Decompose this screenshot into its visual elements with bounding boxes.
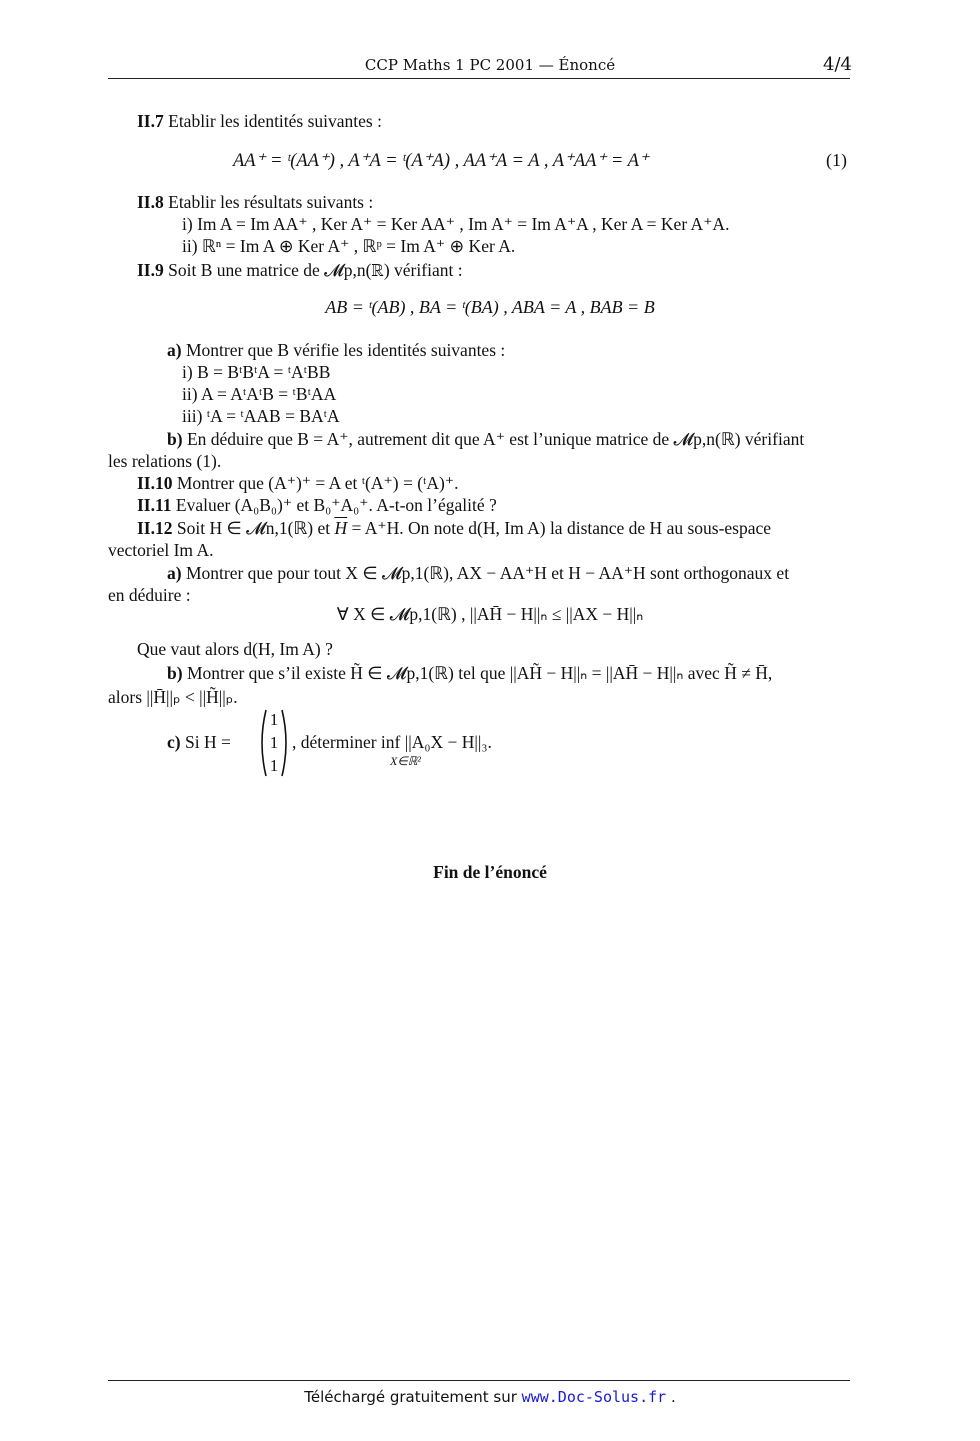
h-bar-symbol: $\overline{H}$ (334, 518, 348, 538)
question-text: Evaluer (A₀B₀)⁺ et B₀⁺A₀⁺. A-t-on l’égalité ? (171, 495, 497, 515)
question-label: II.8 (137, 192, 164, 212)
footer-rule (108, 1380, 850, 1381)
question-label: II.10 (137, 473, 173, 493)
part-12b (167, 662, 772, 684)
question-ii8 (137, 191, 373, 213)
part-label: c) (167, 732, 181, 752)
question-label: II.9 (137, 260, 164, 280)
footer (0, 1388, 980, 1406)
header-title: CCP Maths 1 PC 2001 — Énoncé (364, 56, 616, 74)
footer-tail: . (666, 1388, 676, 1406)
part-12a-continued: en déduire : (108, 585, 191, 605)
question-text: Soit H ∈ 𝓜n,1(ℝ) et (172, 518, 335, 538)
header-rule (108, 78, 850, 79)
equation-2: AB = ᵗ(AB) , BA = ᵗ(BA) , ABA = A , BAB = B (325, 297, 655, 317)
equation-3: ∀ X ∈ 𝓜p,1(ℝ) , ||AH̄ − H||ₙ ≤ ||AX − H||ₙ (336, 604, 644, 624)
question-ii12-continued: vectoriel Im A. (108, 540, 214, 560)
part-text: Montrer que pour tout X ∈ 𝓜p,1(ℝ), AX − AA⁺H et H − AA⁺H sont orthogonaux et (181, 563, 790, 583)
equation-number: (1) (826, 150, 847, 170)
column-vector (258, 708, 290, 778)
question-ii10 (137, 472, 458, 494)
part-12b-continued: alors ||H̄||ₚ < ||H̃||ₚ. (108, 687, 238, 707)
question-text: Montrer que (A⁺)⁺ = A et ᵗ(A⁺) = (ᵗA)⁺. (172, 473, 459, 493)
question-label: II.12 (137, 518, 173, 538)
matrix-entry: 1 (269, 733, 279, 752)
part-label: a) (167, 340, 182, 360)
item-a-i: i) B = BᵗBᵗA = ᵗAᵗBB (182, 362, 331, 382)
question-text: Etablir les résultats suivants : (163, 192, 374, 212)
question-label: II.11 (137, 495, 172, 515)
item-a-iii: iii) ᵗA = ᵗAAB = BAᵗA (182, 406, 340, 426)
matrix-entry: 1 (269, 756, 279, 775)
item-ii8-ii: ii) ℝⁿ = Im A ⊕ Ker A⁺ , ℝᵖ = Im A⁺ ⊕ Ker A. (182, 236, 516, 256)
equation-1: AA⁺ = ᵗ(AA⁺) , A⁺A = ᵗ(A⁺A) , AA⁺A = A , A⁺AA⁺ = A⁺ (233, 151, 649, 171)
part-12a (167, 562, 789, 584)
question-ii7 (137, 110, 382, 132)
part-b (167, 428, 804, 450)
question-ii11 (137, 494, 497, 516)
inf-subscript: X∈ℝ² (390, 754, 421, 768)
part-text: Montrer que B vérifie les identités suivantes : (181, 340, 506, 360)
question-ii9 (137, 259, 463, 281)
page-number: 4/4 (823, 54, 852, 75)
question-text: Etablir les identités suivantes : (163, 111, 382, 131)
part-text: Si H = (180, 732, 231, 752)
part-label: b) (167, 429, 183, 449)
question-label: II.7 (137, 111, 164, 131)
question-text-end: = A⁺H. On note d(H, Im A) la distance de H au sous-espace (347, 518, 772, 538)
footer-text: Téléchargé gratuitement sur (304, 1388, 522, 1406)
item-a-ii: ii) A = AᵗAᵗB = ᵗBᵗAA (182, 384, 337, 404)
question-text: Soit B une matrice de 𝓜p,n(ℝ) vérifiant : (163, 260, 463, 280)
item-ii8-i: i) Im A = Im AA⁺ , Ker A⁺ = Ker AA⁺ , Im A⁺ = Im A⁺A , Ker A = Ker A⁺A. (182, 214, 730, 234)
part-a (167, 339, 505, 361)
part-12c (167, 731, 231, 753)
part-label: a) (167, 563, 182, 583)
part-label: b) (167, 663, 183, 683)
part-text: Montrer que s’il existe H̃ ∈ 𝓜p,1(ℝ) tel que ||AH̃ − H||ₙ = ||AH̄ − H||ₙ avec H̃ ≠ H̄, (182, 663, 773, 683)
question-que-vaut: Que vaut alors d(H, Im A) ? (137, 639, 333, 659)
end-of-statement: Fin de l’énoncé (433, 862, 547, 882)
footer-link[interactable]: www.Doc-Solus.fr (521, 1388, 667, 1406)
part-12c-text: , déterminer inf ||A₀X − H||₃. (292, 732, 492, 752)
part-b-continued: les relations (1). (108, 451, 222, 471)
matrix-entry: 1 (269, 710, 279, 729)
part-text: En déduire que B = A⁺, autrement dit que A⁺ est l’unique matrice de 𝓜p,n(ℝ) vérifiant (182, 429, 805, 449)
question-ii12 (137, 517, 771, 539)
